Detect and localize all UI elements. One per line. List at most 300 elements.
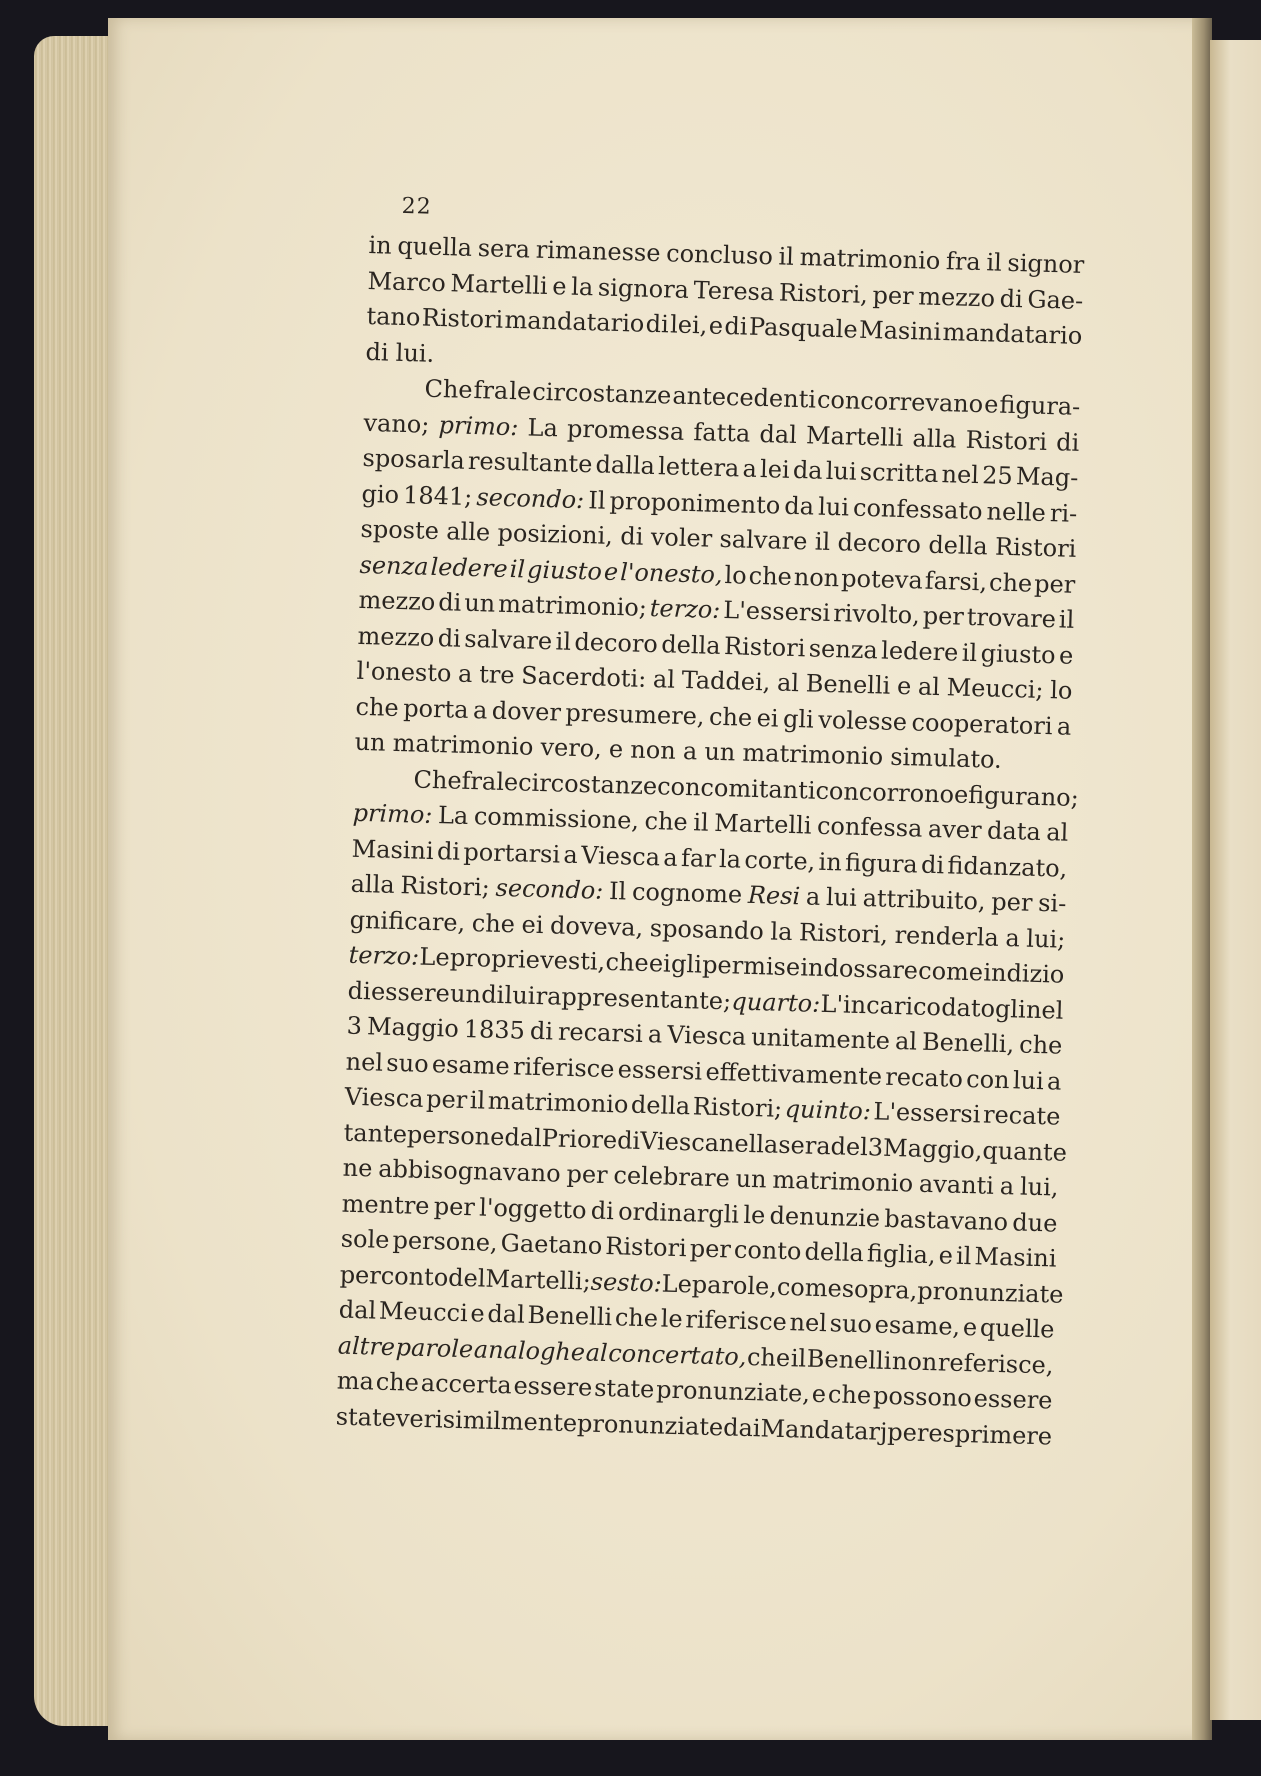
word: un xyxy=(463,588,496,618)
word: 25 xyxy=(981,461,1014,491)
word: le xyxy=(743,1200,766,1229)
word: matrimonio xyxy=(799,243,941,275)
word: decoro xyxy=(837,528,922,559)
word: della xyxy=(630,1090,691,1121)
word: mezzo xyxy=(357,621,435,652)
word: il xyxy=(469,1086,486,1115)
word: fra xyxy=(473,375,509,405)
word: Priore xyxy=(541,1123,618,1154)
word: come xyxy=(776,1272,843,1303)
word: dalla xyxy=(595,450,656,481)
word: circostanze xyxy=(531,377,672,410)
word: 3 xyxy=(867,1132,884,1162)
facing-page-edge xyxy=(1210,40,1261,1720)
word: a xyxy=(647,1020,663,1049)
word: ordinargli xyxy=(617,1196,740,1229)
word: per xyxy=(922,601,965,631)
word: Sacerdoti: xyxy=(520,661,647,693)
word: a xyxy=(662,842,679,872)
word: il xyxy=(1058,605,1075,634)
word: vesti, xyxy=(539,946,606,976)
word: ei xyxy=(521,910,544,939)
word: e xyxy=(896,671,912,701)
word: decoro xyxy=(574,627,659,658)
word: il xyxy=(814,527,831,556)
word: doveva, xyxy=(549,910,644,942)
word: porta xyxy=(402,693,469,724)
word: senza xyxy=(808,633,879,664)
word: di xyxy=(347,976,372,1005)
word: con xyxy=(965,1064,1010,1094)
word: in xyxy=(818,847,843,876)
word: gli xyxy=(782,704,815,734)
word: un xyxy=(704,737,736,767)
word: 1841; xyxy=(402,480,473,511)
word: nel xyxy=(1025,995,1064,1025)
word: dal xyxy=(504,1122,543,1152)
word: quarto: xyxy=(731,986,821,1018)
word: ei xyxy=(648,949,672,978)
word: a xyxy=(805,882,821,911)
word: si- xyxy=(1037,888,1067,918)
word: mezzo xyxy=(917,281,996,312)
word: promessa xyxy=(566,414,685,446)
word: per xyxy=(1033,569,1076,599)
word: suo xyxy=(829,1309,873,1339)
word: Maggio xyxy=(366,1012,460,1043)
word: di xyxy=(437,588,462,617)
word: vano; xyxy=(363,408,430,439)
word: riferisce xyxy=(512,1051,615,1083)
word: sera xyxy=(777,1130,832,1160)
word: a xyxy=(1056,711,1072,741)
word: terzo: xyxy=(649,593,721,624)
word: sposando xyxy=(649,913,765,945)
word: alla xyxy=(350,869,396,899)
word: l'onesto, xyxy=(619,557,723,589)
word: per xyxy=(991,887,1033,917)
word: figurano; xyxy=(967,780,1080,812)
word: portarsi xyxy=(463,837,561,869)
word: nel xyxy=(345,1047,384,1077)
word: ne xyxy=(342,1153,373,1183)
word: rappresentante; xyxy=(535,981,732,1015)
word: celebrare xyxy=(613,1161,731,1193)
word: Ristori; xyxy=(400,871,491,902)
word: Viesca xyxy=(344,1082,424,1113)
word: tante xyxy=(343,1118,408,1148)
word: del xyxy=(447,1263,486,1293)
word: dover xyxy=(491,696,562,727)
word: al xyxy=(917,672,941,702)
word: fatta xyxy=(693,417,751,448)
text-lines xyxy=(335,228,1084,1455)
word: abbisognavano xyxy=(377,1154,562,1188)
word: salvare xyxy=(463,624,553,655)
word: non xyxy=(891,1346,938,1376)
word: che xyxy=(644,806,689,837)
word: di xyxy=(619,522,644,551)
word: per xyxy=(887,1417,929,1447)
word: Ristori xyxy=(965,425,1048,456)
word: vero, xyxy=(540,732,603,763)
word: primo: xyxy=(352,798,433,829)
word: della xyxy=(660,629,721,660)
page-number: 22 xyxy=(401,193,432,220)
word: che xyxy=(614,1303,659,1333)
word: l'oggetto xyxy=(478,1192,587,1224)
word: analoghe xyxy=(473,1334,586,1366)
word: giusto xyxy=(526,555,603,586)
word: Pasquale xyxy=(748,312,859,344)
word: trovare xyxy=(966,602,1057,634)
word: alle xyxy=(445,517,491,547)
word: persone xyxy=(406,1119,505,1151)
word: persone, xyxy=(392,1226,499,1257)
word: sopra, xyxy=(841,1274,918,1305)
word: Viesca xyxy=(666,1020,747,1051)
word: al xyxy=(652,665,676,694)
book-gutter xyxy=(1192,18,1212,1740)
word: Che xyxy=(424,374,473,404)
word: salvare xyxy=(719,524,808,556)
word: per xyxy=(339,1260,382,1290)
word: effettivamente xyxy=(705,1057,883,1091)
word: posizioni, xyxy=(497,518,614,550)
word: e xyxy=(551,271,567,301)
word: Benelli xyxy=(806,1344,892,1375)
word: nella xyxy=(718,1128,779,1159)
word: L'essersi xyxy=(722,596,831,628)
word: tre xyxy=(478,660,515,690)
word: parole, xyxy=(691,1269,778,1301)
word: e xyxy=(983,390,999,419)
word: nel xyxy=(941,460,980,490)
word: Marco xyxy=(367,266,447,297)
word: Ristori, xyxy=(778,277,869,309)
word: Meucci xyxy=(378,1296,469,1328)
word: sesto: xyxy=(590,1267,663,1298)
word: il xyxy=(509,554,526,583)
word: Masini xyxy=(974,1242,1057,1273)
word: lui xyxy=(825,883,858,912)
word: di xyxy=(724,311,748,341)
word: che xyxy=(375,1367,420,1397)
word: esprimere xyxy=(928,1418,1053,1451)
word: quante xyxy=(982,1135,1068,1167)
word: conto xyxy=(380,1261,449,1292)
word: il xyxy=(955,1241,972,1271)
word: gnificare, xyxy=(349,905,466,937)
word: figura- xyxy=(999,390,1081,421)
word: Le xyxy=(419,942,451,972)
word: denunzie xyxy=(769,1201,881,1233)
word: accerta xyxy=(420,1368,513,1400)
word: scritta xyxy=(859,457,939,488)
word: gio xyxy=(361,479,400,509)
word: signora xyxy=(597,272,690,304)
word: secondo: xyxy=(495,873,604,905)
word: 3 xyxy=(346,1011,363,1041)
word: e xyxy=(608,734,624,764)
word: indossare xyxy=(800,953,919,985)
word: recate xyxy=(982,1100,1061,1131)
word: la xyxy=(570,272,594,301)
word: la xyxy=(718,844,742,874)
word: di xyxy=(999,284,1024,313)
word: che xyxy=(355,692,400,722)
word: senza xyxy=(359,550,429,581)
word: parole xyxy=(395,1332,474,1363)
word: alla xyxy=(912,423,957,453)
word: Benelli xyxy=(805,669,891,700)
word: di xyxy=(436,836,461,866)
word: poteva xyxy=(840,563,924,595)
word: lui xyxy=(817,492,850,521)
word: Benelli, xyxy=(921,1027,1015,1059)
word: un xyxy=(354,727,386,757)
word: Martelli xyxy=(713,808,812,840)
word: di xyxy=(1055,427,1080,457)
word: lettera xyxy=(657,452,740,483)
word: pronunziate xyxy=(576,1408,724,1441)
word: Ristori xyxy=(994,532,1077,563)
word: referisce, xyxy=(937,1347,1054,1380)
word: Gaetano xyxy=(500,1229,603,1260)
word: concluso xyxy=(665,239,774,271)
word: proponimento xyxy=(609,486,781,520)
word: di xyxy=(645,309,670,339)
word: nel xyxy=(789,1308,828,1338)
word: ma xyxy=(336,1366,375,1396)
word: La xyxy=(437,801,469,830)
word: circostanze xyxy=(517,767,658,800)
word: attribuito, xyxy=(862,884,986,916)
word: fidanzato, xyxy=(947,850,1068,883)
word: dal xyxy=(759,419,798,449)
word: tano xyxy=(366,301,421,332)
word: il xyxy=(961,638,978,667)
word: essere xyxy=(370,976,451,1008)
word: figura xyxy=(844,848,919,879)
word: indizio xyxy=(983,958,1065,989)
word: mandatario xyxy=(504,305,645,338)
word: a xyxy=(999,1171,1015,1201)
word: lui. xyxy=(395,338,435,368)
word: due xyxy=(1011,1207,1058,1238)
word: far xyxy=(680,843,717,873)
word: farsi, xyxy=(924,566,988,596)
word: le xyxy=(495,767,519,796)
word: nelle xyxy=(986,496,1047,527)
word: che xyxy=(471,908,516,938)
word: riferisce xyxy=(685,1305,788,1337)
word: da xyxy=(792,455,823,485)
word: della xyxy=(928,530,989,561)
word: conto xyxy=(733,1235,802,1266)
word: Masini xyxy=(858,315,942,346)
word: altre xyxy=(337,1331,396,1361)
word: non xyxy=(793,562,840,592)
word: quella xyxy=(397,231,473,262)
word: le xyxy=(508,376,532,406)
word: e xyxy=(470,1299,486,1328)
word: che xyxy=(1018,1030,1063,1060)
word: sole xyxy=(340,1224,390,1254)
word: rivolto, xyxy=(832,599,921,630)
word: confessa xyxy=(816,811,923,843)
word: rimanesse xyxy=(535,235,661,268)
word: concomitanti xyxy=(656,771,816,805)
word: a xyxy=(472,695,488,724)
word: concertato, xyxy=(607,1338,747,1371)
word: La xyxy=(527,412,559,442)
word: renderla xyxy=(894,920,1000,952)
word: ledere xyxy=(880,635,959,667)
word: ei xyxy=(756,703,779,733)
word: il xyxy=(986,248,1003,277)
word: non xyxy=(630,735,677,765)
word: lui xyxy=(825,456,858,486)
word: aver xyxy=(927,814,982,845)
word: pronunziate xyxy=(916,1276,1064,1309)
word: Martelli xyxy=(805,420,904,452)
word: quinto: xyxy=(784,1094,872,1126)
word: di xyxy=(365,337,390,367)
word: terzo: xyxy=(348,940,420,971)
word: avanti xyxy=(918,1169,995,1200)
word: e xyxy=(603,557,619,586)
word: che xyxy=(605,947,650,978)
word: secondo: xyxy=(476,482,585,514)
word: che xyxy=(708,702,753,732)
word: le xyxy=(660,1304,684,1334)
word: Ristori; xyxy=(692,1092,783,1123)
word: a xyxy=(457,659,473,689)
word: il xyxy=(778,242,795,271)
word: cooperatori xyxy=(911,707,1053,740)
word: matrimonio; xyxy=(497,589,648,622)
word: corte, xyxy=(744,845,816,876)
word: lo xyxy=(724,560,748,590)
word: da xyxy=(784,491,815,521)
word: Ristori, xyxy=(798,917,889,949)
word: esame, xyxy=(874,1310,961,1341)
word: resultante xyxy=(467,446,593,479)
word: ri- xyxy=(1049,498,1078,528)
word: Ristori xyxy=(605,1231,688,1263)
word: simulato. xyxy=(889,742,1003,774)
word: mentre xyxy=(341,1189,430,1220)
word: Il xyxy=(608,876,627,906)
word: a xyxy=(1046,1066,1062,1096)
word: lui xyxy=(504,980,536,1010)
word: di xyxy=(437,623,462,653)
word: matrimonio xyxy=(772,1165,914,1198)
word: Maggio, xyxy=(882,1133,983,1164)
word: essere xyxy=(973,1384,1053,1415)
word: quelle xyxy=(979,1313,1055,1344)
word: lui; xyxy=(1026,924,1066,954)
word: Che xyxy=(413,764,463,795)
word: matrimonio xyxy=(487,1086,629,1119)
word: Viesca xyxy=(639,1126,720,1157)
word: possono xyxy=(872,1381,973,1413)
word: il xyxy=(790,1343,807,1373)
word: mezzo xyxy=(358,585,436,616)
word: unitamente xyxy=(750,1022,891,1055)
word: che xyxy=(988,567,1033,598)
word: al xyxy=(894,1026,918,1056)
word: e xyxy=(953,780,969,809)
word: lei xyxy=(759,455,791,484)
word: al xyxy=(1045,818,1069,847)
word: per xyxy=(566,1159,608,1190)
word: proprie xyxy=(449,943,541,975)
word: mandatario xyxy=(942,318,1083,350)
word: a xyxy=(742,454,758,483)
word: voler xyxy=(650,522,713,553)
word: fra xyxy=(461,766,497,796)
word: pronunziate, xyxy=(655,1375,811,1408)
word: di xyxy=(616,1125,641,1155)
word: essersi xyxy=(617,1054,703,1086)
word: e xyxy=(962,1313,978,1342)
word: Martelli xyxy=(450,268,549,300)
word: la xyxy=(770,916,793,946)
word: a xyxy=(1005,923,1021,952)
word: concorrevano xyxy=(816,385,984,419)
word: state xyxy=(593,1373,655,1404)
word: suo xyxy=(386,1048,430,1078)
word: sera xyxy=(477,234,531,264)
word: di xyxy=(590,1196,615,1225)
word: lo xyxy=(1049,676,1073,705)
word: il xyxy=(555,626,572,656)
word: un xyxy=(449,979,482,1008)
word: sposte xyxy=(360,514,440,546)
word: per xyxy=(433,1191,476,1221)
word: per xyxy=(689,1234,732,1264)
word: della xyxy=(804,1237,865,1268)
word: Ristori xyxy=(723,631,806,662)
word: Mag- xyxy=(1015,462,1079,492)
word: Mandatarj xyxy=(760,1413,888,1446)
word: permise xyxy=(701,950,801,982)
word: antecedenti xyxy=(672,381,817,414)
word: Teresa xyxy=(693,275,775,306)
word: a xyxy=(682,736,698,766)
word: data xyxy=(986,816,1042,846)
word: di xyxy=(480,979,505,1009)
word: matrimonio xyxy=(742,738,884,771)
word: un xyxy=(735,1164,768,1194)
word: Meucci; xyxy=(946,673,1044,704)
word: che xyxy=(748,561,793,591)
word: Masini xyxy=(351,834,435,865)
word: Viesca xyxy=(580,840,661,871)
word: recato xyxy=(885,1062,964,1093)
word: esame xyxy=(431,1049,511,1080)
word: che xyxy=(827,1380,872,1410)
word: Gae- xyxy=(1027,284,1084,315)
word: di xyxy=(920,850,945,879)
word: matrimonio xyxy=(392,728,534,761)
word: primo: xyxy=(438,410,519,441)
word: del xyxy=(830,1131,869,1161)
word: signor xyxy=(1007,248,1085,279)
word: l'onesto xyxy=(356,656,452,688)
